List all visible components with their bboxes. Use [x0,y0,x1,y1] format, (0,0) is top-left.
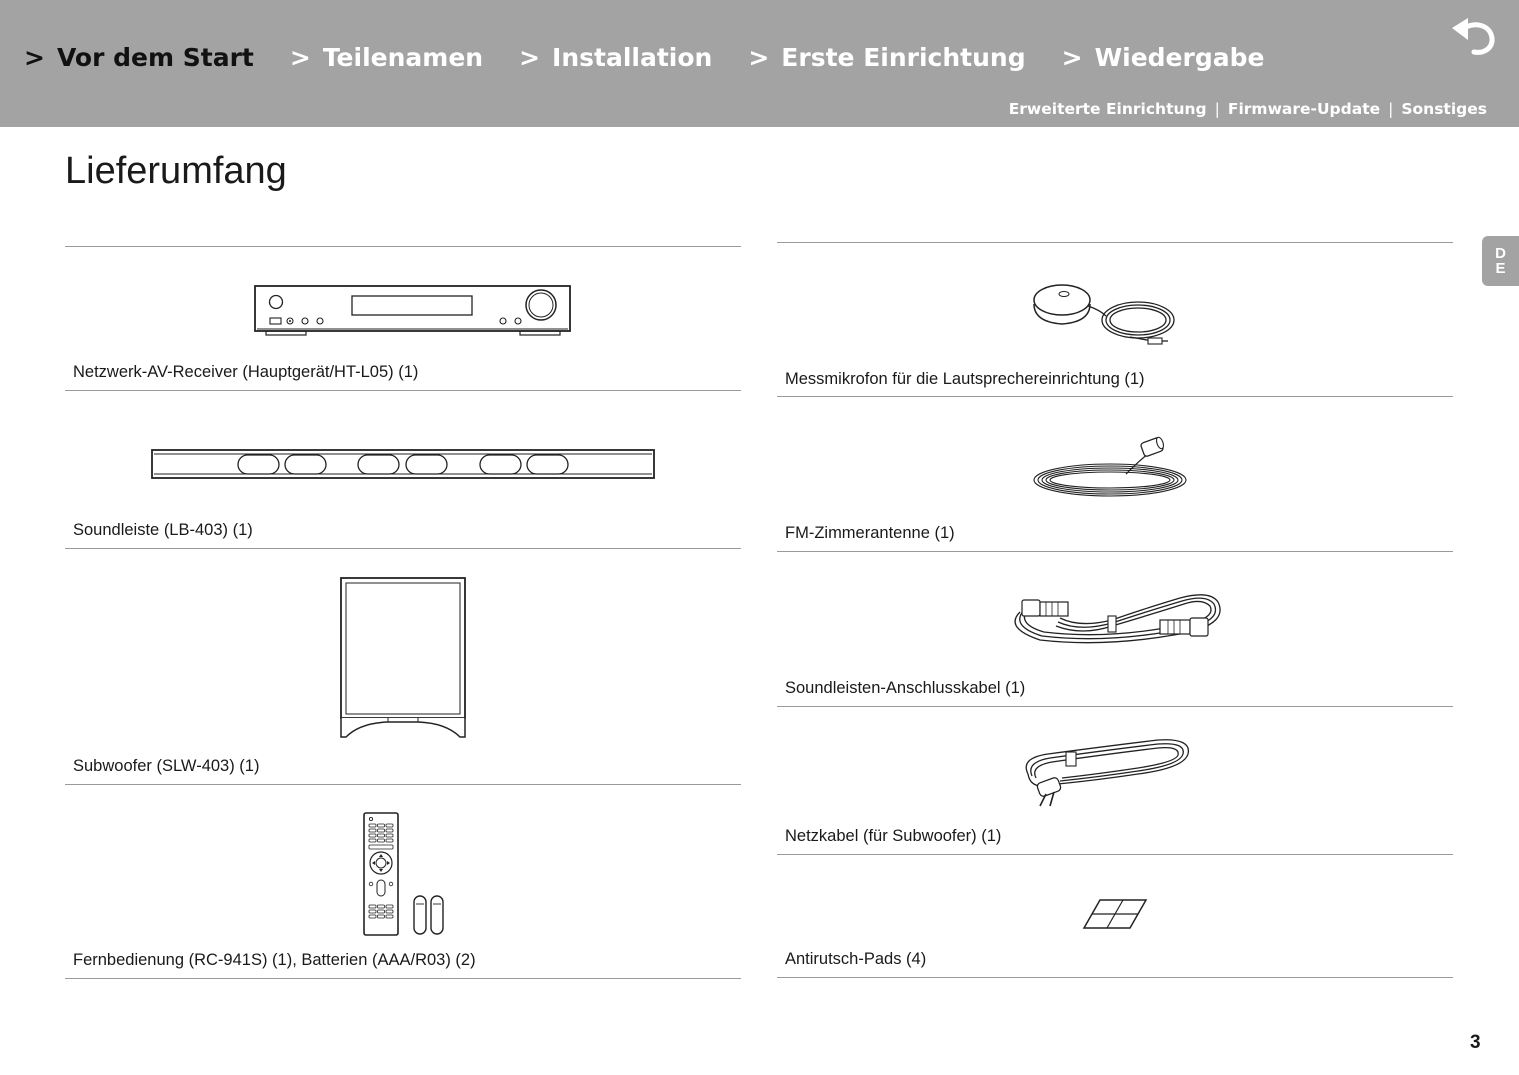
sub-nav [1009,100,1487,118]
power-cord-icon [1018,734,1194,814]
microphone-icon [1030,280,1178,348]
av-receiver-icon [252,283,574,339]
nav-arrow: > [748,43,770,72]
language-tab[interactable] [1482,236,1519,286]
divider [65,784,741,785]
divider [777,396,1453,397]
subwoofer-icon [338,575,468,741]
nav-label: Vor dem Start [56,43,254,72]
nav-vor-dem-start[interactable] [24,43,254,72]
divider [777,551,1453,552]
soundbar-icon [150,448,657,482]
subnav-separator: | [1214,100,1220,118]
language-letter: E [1495,260,1506,277]
language-letter: D [1495,245,1506,262]
divider [777,706,1453,707]
remote-batteries-icon [360,810,450,938]
main-nav [24,43,1300,72]
nav-teilenamen[interactable] [290,43,483,72]
item-label-soundbar: Soundleiste (LB-403) (1) [73,521,253,539]
item-label-fm-antenna: FM-Zimmerantenne (1) [785,524,955,542]
divider [777,854,1453,855]
subnav-sonstiges[interactable]: Sonstiges [1401,100,1487,118]
fm-antenna-icon [1030,434,1198,502]
subnav-erweiterte-einrichtung[interactable]: Erweiterte Einrichtung [1008,100,1207,118]
nav-label: Erste Einrichtung [781,43,1026,72]
divider [65,390,741,391]
item-label-remote: Fernbedienung (RC-941S) (1), Batterien (AAA/R03) (2) [73,951,476,969]
page-title: Lieferumfang [65,150,287,192]
nav-label: Wiedergabe [1094,43,1265,72]
antislip-pads-icon [1080,896,1150,932]
item-label-microphone: Messmikrofon für die Lautsprechereinrichtung (1) [785,370,1145,388]
nav-arrow: > [1061,43,1083,72]
return-arrow-icon[interactable] [1448,16,1500,58]
nav-label: Teilenamen [322,43,484,72]
item-label-subwoofer: Subwoofer (SLW-403) (1) [73,757,260,775]
item-label-connection-cable: Soundleisten-Anschlusskabel (1) [785,679,1026,697]
nav-wiedergabe[interactable] [1062,43,1265,72]
header-bar [0,0,1519,127]
divider [777,977,1453,978]
connection-cable-icon [1000,588,1230,650]
divider [65,978,741,979]
nav-installation[interactable] [519,43,712,72]
divider [65,246,741,247]
item-label-antislip-pads: Antirutsch-Pads (4) [785,950,927,968]
item-label-power-cord: Netzkabel (für Subwoofer) (1) [785,827,1002,845]
subnav-separator: | [1388,100,1394,118]
nav-erste-einrichtung[interactable] [748,43,1025,72]
nav-arrow: > [24,43,45,72]
divider [777,242,1453,243]
divider [65,548,741,549]
subnav-firmware-update[interactable]: Firmware-Update [1227,100,1381,118]
nav-label: Installation [552,43,713,72]
nav-arrow: > [519,43,541,72]
item-label-receiver: Netzwerk-AV-Receiver (Hauptgerät/HT-L05) (1) [73,363,419,381]
page-number: 3 [1470,1032,1481,1053]
nav-arrow: > [289,43,311,72]
